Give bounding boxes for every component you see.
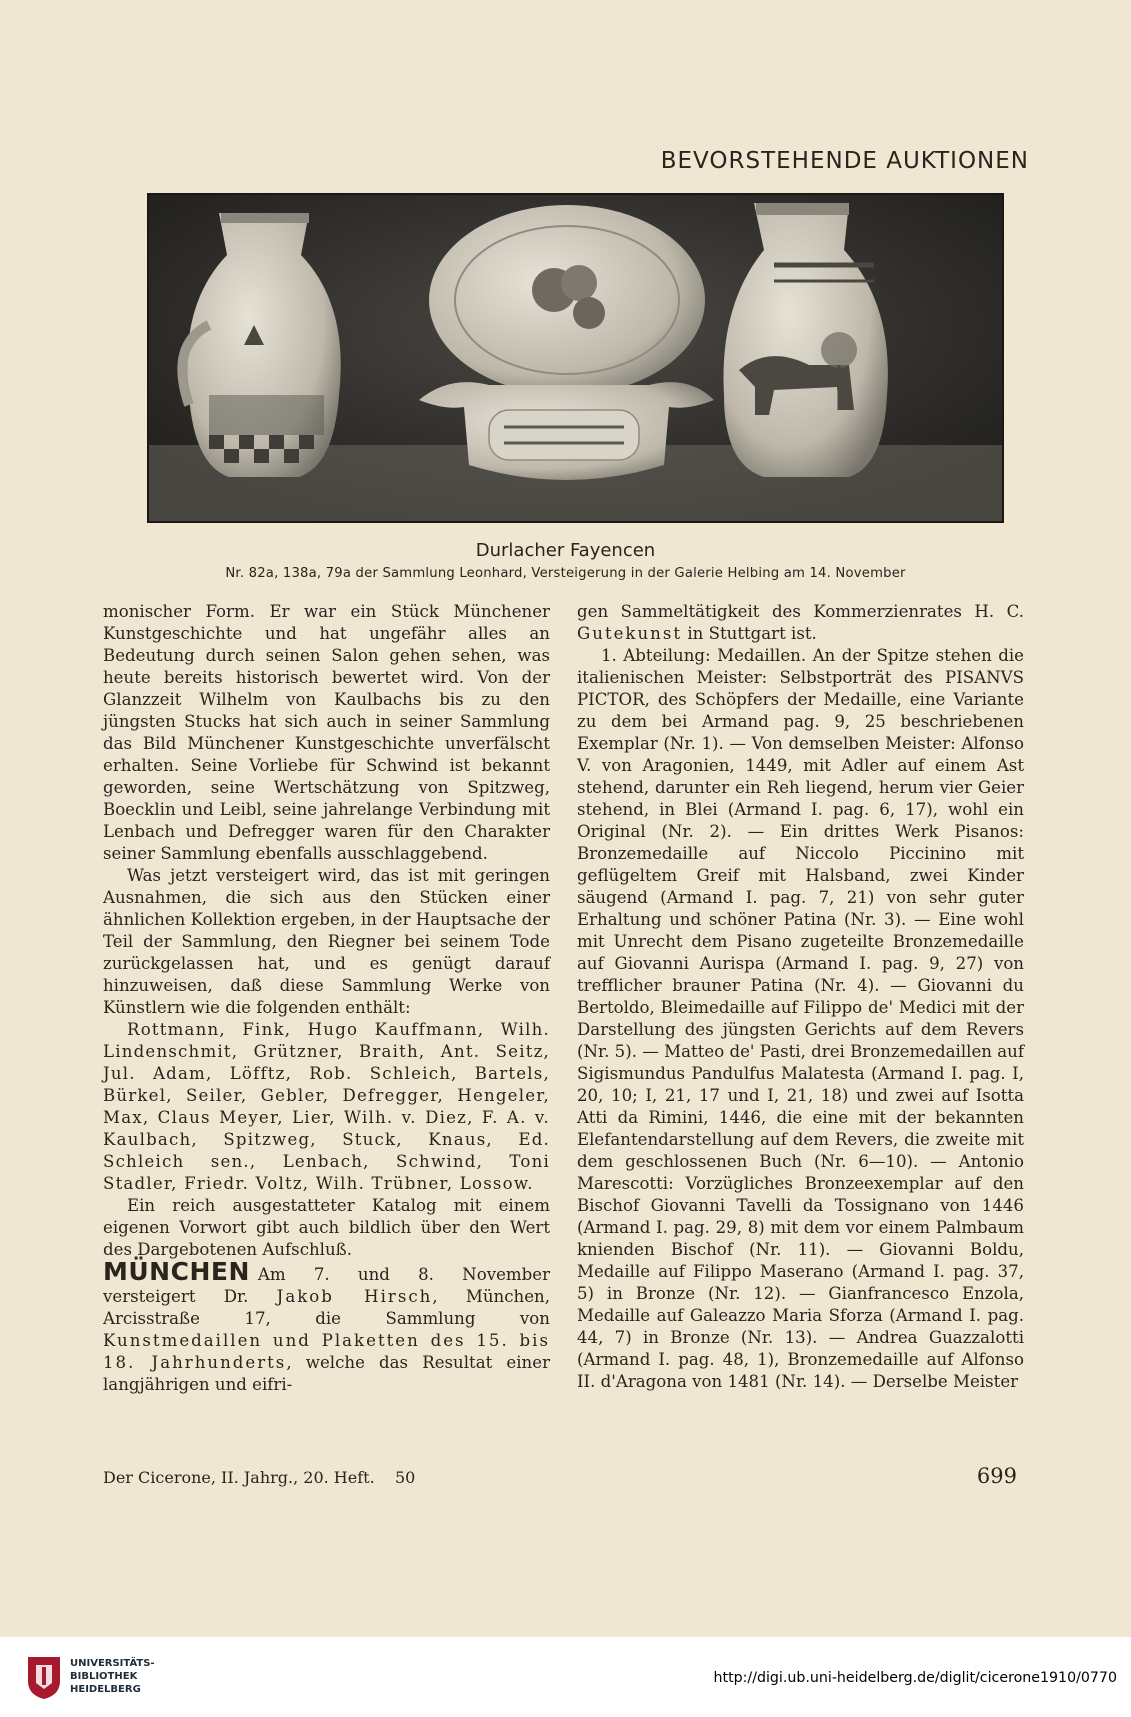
figure-caption-title: Durlacher Fayencen (475, 540, 656, 561)
library-line: UNIVERSITÄTS- (70, 1658, 155, 1669)
journal-title: Der Cicerone, II. Jahrg., 20. Heft. (103, 1468, 375, 1487)
footer-bar (0, 1637, 1131, 1717)
faience-photograph (147, 193, 1004, 523)
right-column (577, 601, 1024, 1393)
paragraph-muenchen (103, 1257, 550, 1396)
text-run: , welche das Resultat einer langjährigen und eifri- (103, 1353, 550, 1394)
paragraph: 1. Abteilung: Medaillen. An der Spitze stehen die italienischen Meister: Selbstporträt des PISANVS PICTOR, des Schöpfers der Medaille, eine Variante zu dem bei Armand pag. 9, 25 beschriebenen Exemplar (Nr. 1). — Von demselben Meister: Alfonso V. von Aragonien, 1449, mit Adler auf einem Ast stehend, darunter ein Reh liegend, herum vier Geier stehend, in Blei (Armand I. pag. 6, 17), wohl ein Original (Nr. 2). — Ein drittes Werk Pisanos: Bronzemedaille auf Niccolo Piccinino mit geflügeltem Greif mit Halsband, zwei Kinder säugend (Armand I. pag. 7, 21) von sehr guter Erhaltung und schöner Patina (Nr. 3). — Eine wohl mit Unrecht dem Pisano zugeteilte Bronzemedaille auf Giovanni Aurispa (Armand I. pag. 9, 27) von trefflicher brauner Patina (Nr. 4). — Giovanni du Bertoldo, Bleimedaille auf Filippo de' Medici mit der Darstellung des jüngsten Gerichts auf dem Revers (Nr. 5). — Matteo de' Pasti, drei Bronzemedaillen auf Sigismundus Pandulfus Malatesta (Armand I. pag. I, 20, 10; I, 21, 17 und I, 21, 18) und zwei auf Isotta Atti da Rimini, 1446, die eine mit der bekannten Elefantendarstellung auf dem Revers, die zweite mit dem geschlossenen Buch (Nr. 6—10). — Antonio Marescotti: Vorzügliches Bronzeexemplar auf den Bischof Giovanni Tavelli da Tossignano von 1446 (Armand I. pag. 29, 8) mit dem vor einem Palmbaum knienden Bischof (Nr. 11). — Giovanni Boldu, Medaille auf Filippo Maserano (Armand I. pag. 37, 5) in Bronze (Nr. 12). — Gianfrancesco Enzola, Medaille auf Galeazzo Maria Sforza (Armand I. pag. 44, 7) in Bronze (Nr. 13). — Andrea Guazzalotti (Armand I. pag. 48, 1), Bronzemedaille auf Alfonso II. d'Aragona von 1481 (Nr. 14). — Derselbe Meister (577, 646, 1024, 1391)
paragraph: Was jetzt versteigert wird, das ist mit geringen Ausnahmen, die sich aus den Stücken einer ähnlichen Kollektion ergeben, in der Hauptsache der Teil der Sammlung, den Riegner bei seinem Tode zurückgelassen hat, und es genügt darauf hinzuweisen, daß diese Sammlung Werke von Künstlern wie die folgenden enthält: (103, 866, 550, 1017)
journal-folio (103, 1468, 415, 1487)
person-name: Gutekunst (577, 624, 683, 643)
faience-illustration (149, 195, 1002, 521)
paragraph: monischer Form. Er war ein Stück Münchener Kunstgeschichte und hat ungefähr alles an Bedeutung durch seinen Salon gehen sehen, was heute bereits historisch bewertet wird. Von der Glanzzeit Wilhelm von Kaulbachs bis zu den jüngsten Stucks hat sich auch in seiner Sammlung das Bild Münchener Kunstgeschichte unverfälscht erhalten. Seine Vorliebe für Schwind ist bekannt geworden, seine Wertschätzung von Spitzweg, Boecklin und Leibl, seine jahrelange Verbindung mit Lenbach und Defregger waren für den Charakter seiner Sammlung ebenfalls ausschlaggebend. (103, 602, 550, 863)
person-name: Jakob Hirsch (276, 1287, 433, 1306)
paragraph (577, 601, 1024, 645)
library-name (70, 1657, 155, 1696)
university-seal-icon (24, 1653, 64, 1701)
collection-title: Kunstmedaillen und Plaketten des 15. bis 18. Jahrhunderts (103, 1331, 550, 1372)
text-run: , München, Arcisstraße 17, die Sammlung von (103, 1287, 550, 1328)
text-run: Am 7. und 8. November versteigert Dr. (103, 1265, 550, 1306)
library-line: HEIDELBERG (70, 1684, 141, 1695)
library-line: BIBLIOTHEK (70, 1671, 138, 1682)
section-heading: MÜNCHEN (103, 1257, 250, 1286)
text-run: in Stuttgart ist. (682, 624, 817, 643)
page-number: 699 (976, 1464, 1017, 1488)
source-url-link[interactable]: http://digi.ub.uni-heidelberg.de/diglit/cicerone1910/0770 (713, 1670, 1117, 1686)
artist-list: Rottmann, Fink, Hugo Kauffmann, Wilh. Lindenschmit, Grützner, Braith, Ant. Seitz, Jul. Adam, Löfftz, Rob. Schleich, Bartels, Bürkel, Seiler, Gebler, Defregger, Hengeler, Max, Claus Meyer, Lier, Wilh. v. Diez, F. A. v. Kaulbach, Spitzweg, Stuck, Knaus, Ed. Schleich sen., Lenbach, Schwind, Toni Stadler, Friedr. Voltz, Wilh. Trübner, Lossow. (103, 1020, 550, 1193)
left-column (103, 601, 550, 1396)
figure-caption-subtitle: Nr. 82a, 138a, 79a der Sammlung Leonhard, Versteigerung in der Galerie Helbing am 14. November (225, 566, 906, 581)
text-run: gen Sammeltätigkeit des Kommerzienrates H. C. (577, 602, 1024, 621)
sheet-number: 50 (395, 1468, 416, 1487)
paragraph: Ein reich ausgestatteter Katalog mit einem eigenen Vorwort gibt auch bildlich über den Wert des Dargebotenen Aufschluß. (103, 1196, 550, 1259)
running-head: BEVORSTEHENDE AUKTIONEN (660, 148, 1029, 174)
